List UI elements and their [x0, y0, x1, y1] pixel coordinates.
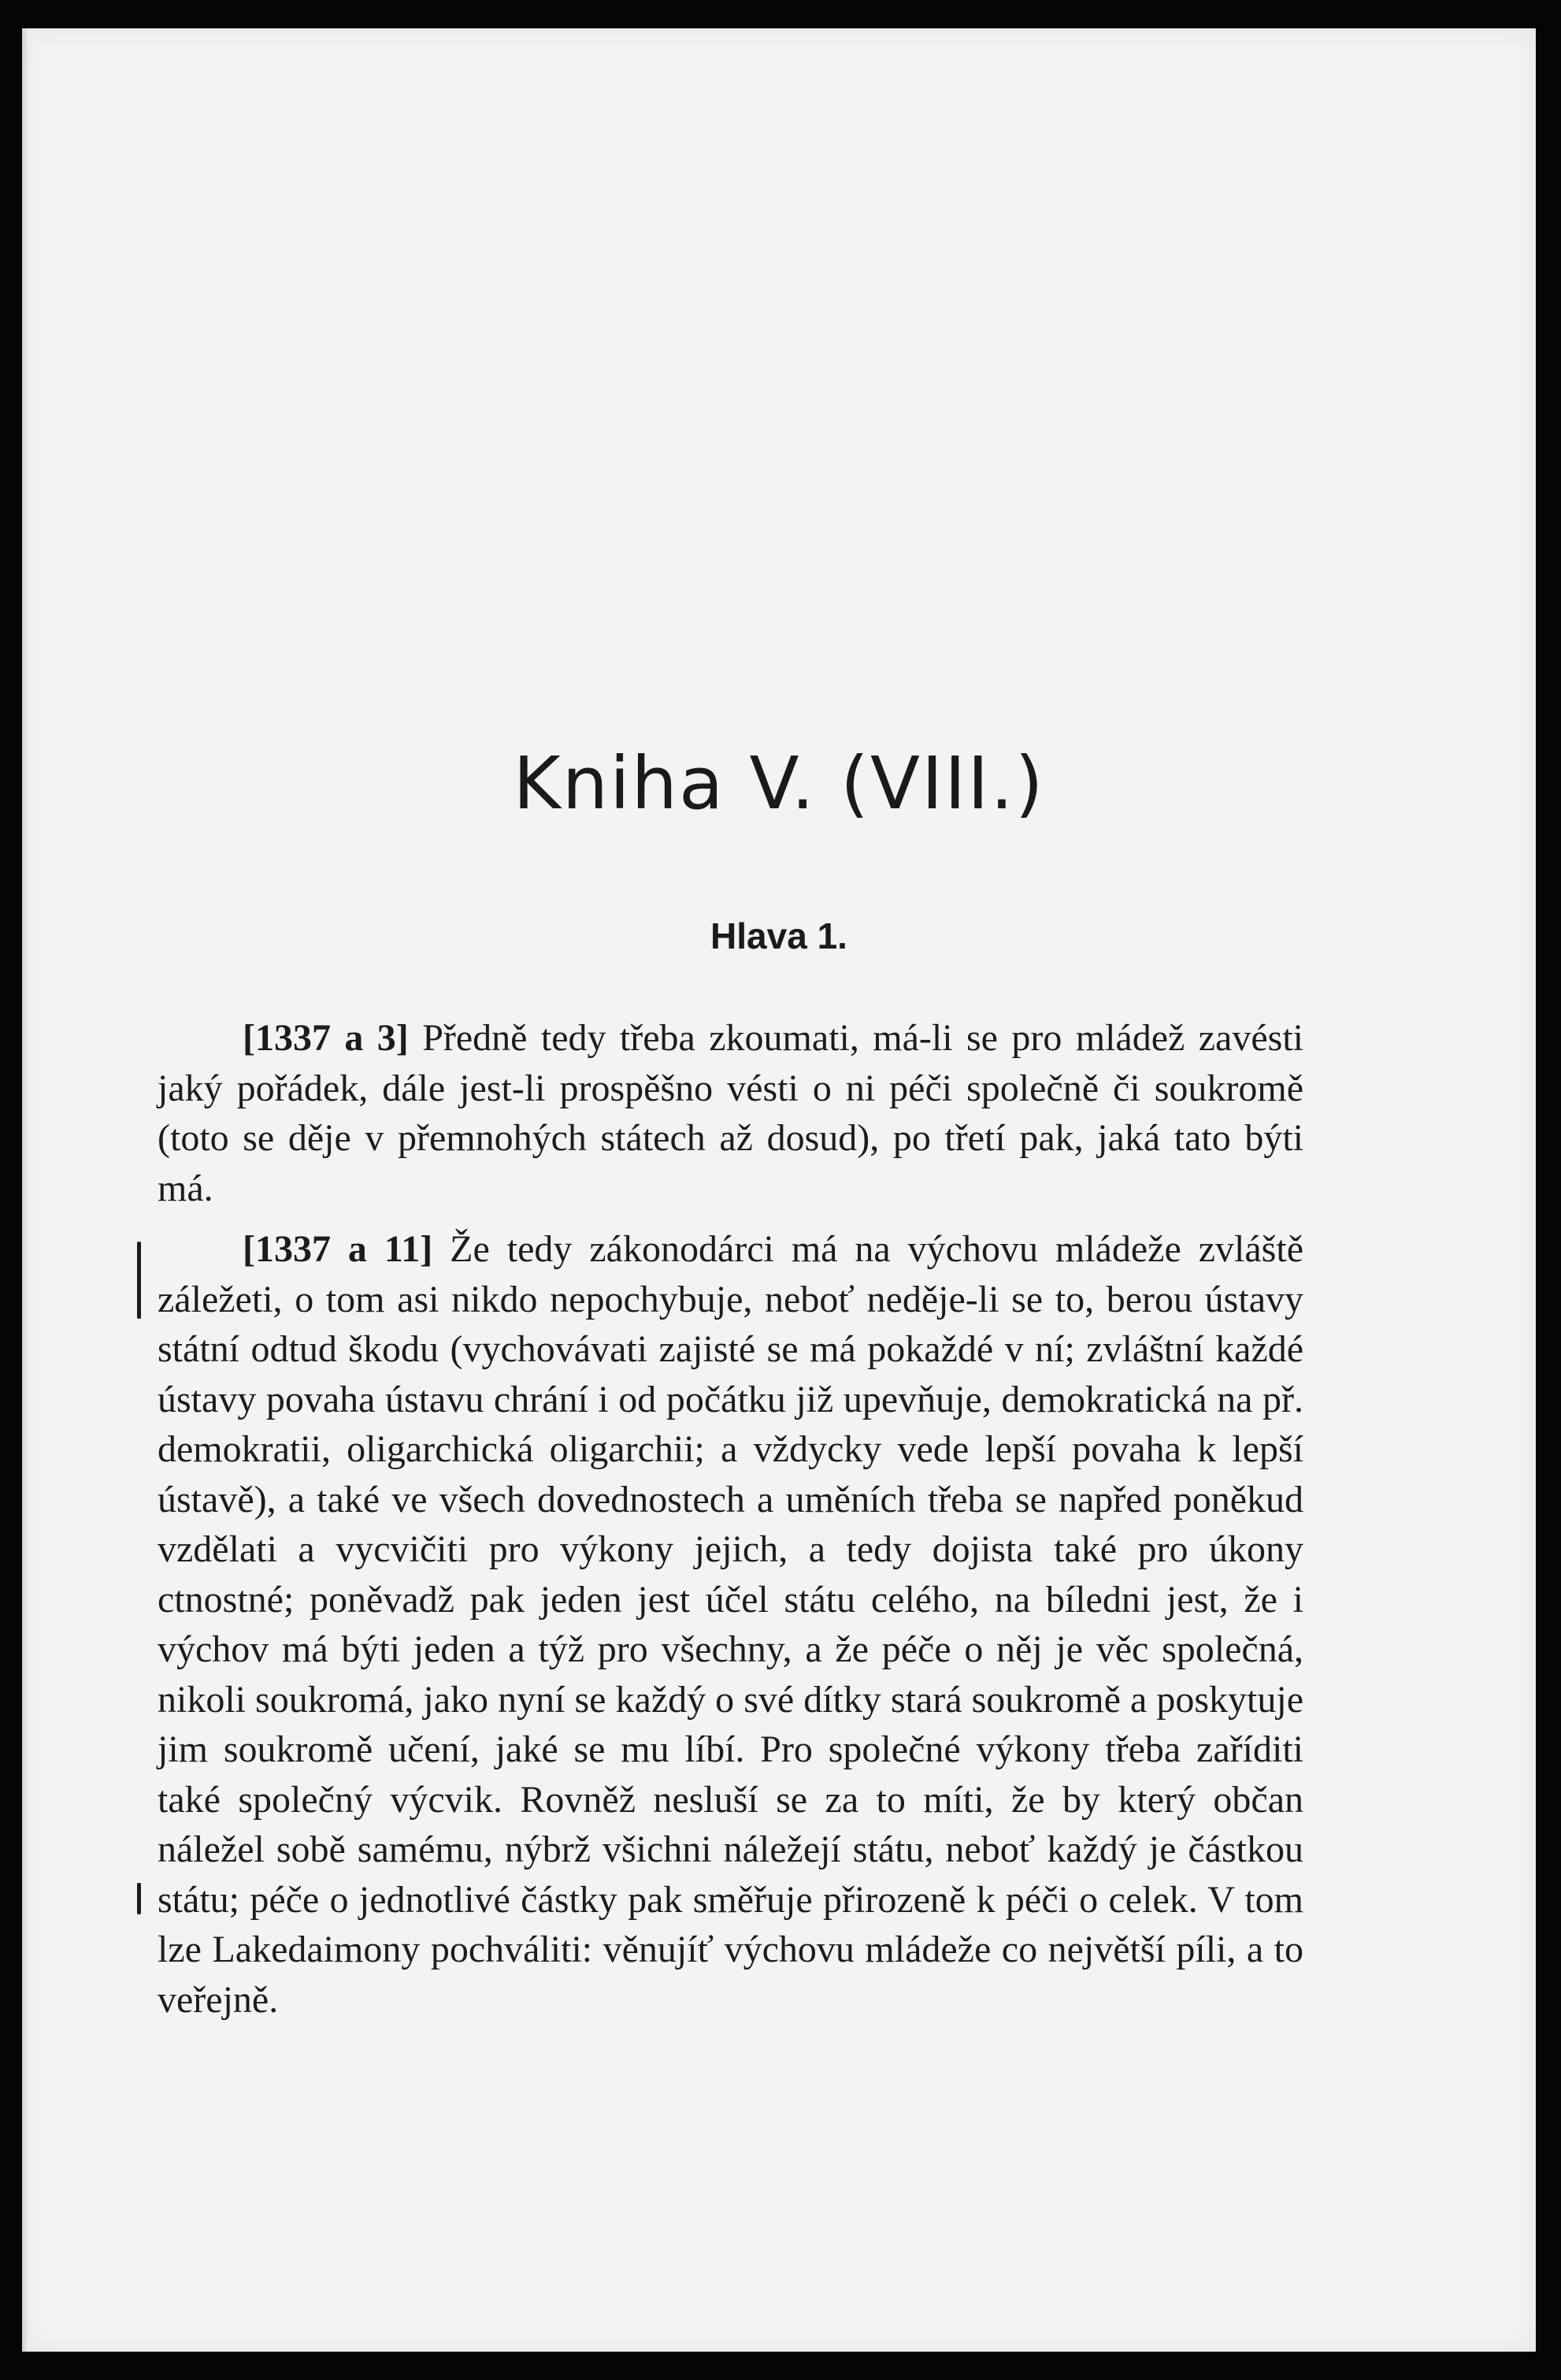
page-gutter-shadow: [22, 28, 30, 2352]
body-text: [158, 1013, 1303, 2025]
bekker-reference: [1337 a 11]: [243, 1228, 433, 1270]
book-page: [22, 28, 1536, 2352]
margin-mark: [137, 1242, 141, 1319]
paragraph-text: Že tedy zákonodárci má na výchovu mládeže zvláště záležeti, o tom asi nikdo nepochybuje, neboť neděje-li se to, berou ústavy státní odtud škodu (vychovávati zajisté se má pokaždé v ní; zvláštní každé ústavy povaha ústavu chrání i od počátku již upevňuje, demokratická na př. demokratii, oligarchická oligarchii; a vždycky vede lepší povaha k lepší ústavě), a také ve všech dovednostech a uměních třeba se napřed poněkud vzdělati a vycvičiti pro výkony jejich, a tedy dojista také pro úkony ctnostné; poněvadž pak jeden jest účel státu celého, na bíledni jest, že i výchov má býti jeden a týž pro všechny, a že péče o něj je věc společná, nikoli soukromá, jako nyní se každý o své dítky stará soukromě a poskytuje jim soukromě učení, jaké se mu líbí. Pro společné výkony třeba zaříditi také společný výcvik. Rovněž nesluší se za to míti, že by který občan náležel sobě samému, nýbrž všichni náležejí státu, neboť každý je částkou státu; péče o jednotlivé částky pak směřuje přirozeně k péči o celek. V tom lze Lakedaimony pochváliti: věnujíť výchovu mládeže co největší píli, a to veřejně.: [158, 1228, 1303, 2021]
margin-mark: [137, 1883, 141, 1914]
paragraph-text: Předně tedy třeba zkoumati, má-li se pro mládež zavésti jaký pořádek, dále jest-li prospěšno vésti o ni péči společně či soukromě (toto se děje v přemnohých státech až dosud), po třetí pak, jaká tato býti má.: [158, 1017, 1304, 1209]
book-title: Kniha V. (VIII.): [513, 741, 1045, 826]
bekker-reference: [1337 a 3]: [243, 1017, 409, 1059]
paragraph: [158, 1013, 1303, 1213]
chapter-heading: Hlava 1.: [710, 915, 847, 956]
paragraph: [158, 1224, 1303, 2025]
